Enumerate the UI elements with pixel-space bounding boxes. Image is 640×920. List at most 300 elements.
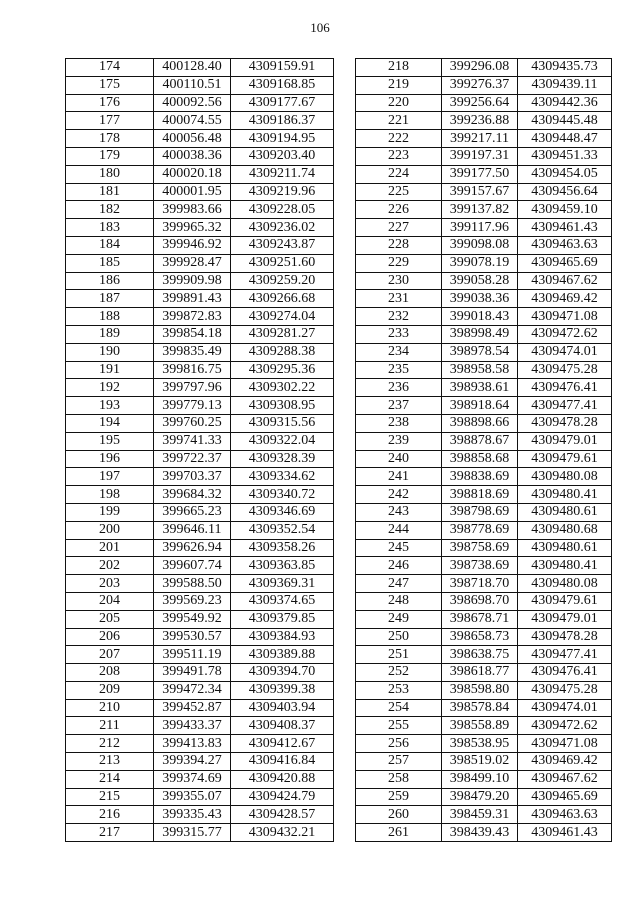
x-coordinate-cell: 398918.64: [442, 397, 518, 415]
y-coordinate-cell: 4309389.88: [231, 646, 334, 664]
table-row: [356, 219, 612, 237]
point-number-cell: 197: [66, 468, 154, 486]
table-row: [66, 735, 334, 753]
x-coordinate-cell: 399549.92: [154, 610, 231, 628]
y-coordinate-cell: 4309471.08: [518, 308, 612, 326]
table-row: [66, 592, 334, 610]
y-coordinate-cell: 4309467.62: [518, 770, 612, 788]
point-number-cell: 211: [66, 717, 154, 735]
y-coordinate-cell: 4309476.41: [518, 379, 612, 397]
y-coordinate-cell: 4309177.67: [231, 94, 334, 112]
x-coordinate-cell: 399018.43: [442, 308, 518, 326]
x-coordinate-cell: 399256.64: [442, 94, 518, 112]
x-coordinate-cell: 399452.87: [154, 699, 231, 717]
x-coordinate-cell: 399835.49: [154, 343, 231, 361]
point-number-cell: 177: [66, 112, 154, 130]
point-number-cell: 213: [66, 753, 154, 771]
table-row: [356, 94, 612, 112]
y-coordinate-cell: 4309334.62: [231, 468, 334, 486]
x-coordinate-cell: 399236.88: [442, 112, 518, 130]
y-coordinate-cell: 4309186.37: [231, 112, 334, 130]
table-row: [66, 788, 334, 806]
x-coordinate-cell: 398778.69: [442, 521, 518, 539]
point-number-cell: 233: [356, 325, 442, 343]
x-coordinate-cell: 399722.37: [154, 450, 231, 468]
point-number-cell: 258: [356, 770, 442, 788]
table-row: [66, 806, 334, 824]
x-coordinate-cell: 399646.11: [154, 521, 231, 539]
table-row: [356, 236, 612, 254]
x-coordinate-cell: 398738.69: [442, 557, 518, 575]
y-coordinate-cell: 4309472.62: [518, 325, 612, 343]
table-row: [66, 290, 334, 308]
x-coordinate-cell: 398958.58: [442, 361, 518, 379]
x-coordinate-cell: 399703.37: [154, 468, 231, 486]
point-number-cell: 200: [66, 521, 154, 539]
x-coordinate-cell: 399217.11: [442, 130, 518, 148]
table-row: [66, 414, 334, 432]
x-coordinate-cell: 398439.43: [442, 824, 518, 842]
y-coordinate-cell: 4309168.85: [231, 76, 334, 94]
x-coordinate-cell: 399117.96: [442, 219, 518, 237]
table-row: [356, 414, 612, 432]
table-row: [356, 325, 612, 343]
x-coordinate-cell: 398519.02: [442, 753, 518, 771]
x-coordinate-cell: 400038.36: [154, 147, 231, 165]
table-row: [66, 219, 334, 237]
x-coordinate-cell: 399296.08: [442, 59, 518, 77]
table-row: [66, 753, 334, 771]
table-row: [356, 628, 612, 646]
x-coordinate-cell: 399098.08: [442, 236, 518, 254]
y-coordinate-cell: 4309474.01: [518, 699, 612, 717]
x-coordinate-cell: 400128.40: [154, 59, 231, 77]
y-coordinate-cell: 4309479.01: [518, 432, 612, 450]
table-row: [356, 379, 612, 397]
point-number-cell: 218: [356, 59, 442, 77]
y-coordinate-cell: 4309281.27: [231, 325, 334, 343]
y-coordinate-cell: 4309451.33: [518, 147, 612, 165]
y-coordinate-cell: 4309211.74: [231, 165, 334, 183]
table-row: [356, 646, 612, 664]
x-coordinate-cell: 398878.67: [442, 432, 518, 450]
point-number-cell: 193: [66, 397, 154, 415]
point-number-cell: 247: [356, 575, 442, 593]
table-row: [66, 664, 334, 682]
point-number-cell: 180: [66, 165, 154, 183]
point-number-cell: 175: [66, 76, 154, 94]
x-coordinate-cell: 399816.75: [154, 361, 231, 379]
x-coordinate-cell: 399078.19: [442, 254, 518, 272]
y-coordinate-cell: 4309266.68: [231, 290, 334, 308]
y-coordinate-cell: 4309315.56: [231, 414, 334, 432]
table-row: [66, 824, 334, 842]
x-coordinate-cell: 399665.23: [154, 503, 231, 521]
point-number-cell: 216: [66, 806, 154, 824]
y-coordinate-cell: 4309219.96: [231, 183, 334, 201]
table-row: [356, 254, 612, 272]
y-coordinate-cell: 4309408.37: [231, 717, 334, 735]
y-coordinate-cell: 4309251.60: [231, 254, 334, 272]
table-row: [356, 788, 612, 806]
point-number-cell: 203: [66, 575, 154, 593]
point-number-cell: 204: [66, 592, 154, 610]
x-coordinate-cell: 399779.13: [154, 397, 231, 415]
y-coordinate-cell: 4309308.95: [231, 397, 334, 415]
y-coordinate-cell: 4309403.94: [231, 699, 334, 717]
table-row: [66, 76, 334, 94]
point-number-cell: 246: [356, 557, 442, 575]
table-row: [66, 575, 334, 593]
coordinates-table-right: [355, 58, 612, 842]
table-row: [66, 539, 334, 557]
x-coordinate-cell: 398618.77: [442, 664, 518, 682]
y-coordinate-cell: 4309465.69: [518, 788, 612, 806]
x-coordinate-cell: 399872.83: [154, 308, 231, 326]
table-row: [356, 183, 612, 201]
x-coordinate-cell: 399983.66: [154, 201, 231, 219]
table-row: [66, 361, 334, 379]
table-row: [356, 664, 612, 682]
x-coordinate-cell: 399530.57: [154, 628, 231, 646]
point-number-cell: 223: [356, 147, 442, 165]
table-row: [356, 130, 612, 148]
x-coordinate-cell: 399157.67: [442, 183, 518, 201]
point-number-cell: 231: [356, 290, 442, 308]
x-coordinate-cell: 398658.73: [442, 628, 518, 646]
point-number-cell: 214: [66, 770, 154, 788]
point-number-cell: 240: [356, 450, 442, 468]
y-coordinate-cell: 4309472.62: [518, 717, 612, 735]
x-coordinate-cell: 399315.77: [154, 824, 231, 842]
x-coordinate-cell: 398499.10: [442, 770, 518, 788]
point-number-cell: 232: [356, 308, 442, 326]
point-number-cell: 182: [66, 201, 154, 219]
point-number-cell: 251: [356, 646, 442, 664]
point-number-cell: 191: [66, 361, 154, 379]
y-coordinate-cell: 4309295.36: [231, 361, 334, 379]
point-number-cell: 192: [66, 379, 154, 397]
x-coordinate-cell: 399177.50: [442, 165, 518, 183]
x-coordinate-cell: 399626.94: [154, 539, 231, 557]
y-coordinate-cell: 4309340.72: [231, 486, 334, 504]
y-coordinate-cell: 4309477.41: [518, 397, 612, 415]
x-coordinate-cell: 399741.33: [154, 432, 231, 450]
y-coordinate-cell: 4309478.28: [518, 628, 612, 646]
point-number-cell: 174: [66, 59, 154, 77]
x-coordinate-cell: 399394.27: [154, 753, 231, 771]
table-row: [356, 165, 612, 183]
y-coordinate-cell: 4309432.21: [231, 824, 334, 842]
point-number-cell: 221: [356, 112, 442, 130]
table-row: [356, 272, 612, 290]
x-coordinate-cell: 399433.37: [154, 717, 231, 735]
y-coordinate-cell: 4309479.01: [518, 610, 612, 628]
y-coordinate-cell: 4309203.40: [231, 147, 334, 165]
table-row: [356, 753, 612, 771]
point-number-cell: 210: [66, 699, 154, 717]
table-row: [66, 183, 334, 201]
point-number-cell: 239: [356, 432, 442, 450]
table-row: [356, 112, 612, 130]
x-coordinate-cell: 399797.96: [154, 379, 231, 397]
x-coordinate-cell: 398818.69: [442, 486, 518, 504]
table-row: [356, 468, 612, 486]
y-coordinate-cell: 4309259.20: [231, 272, 334, 290]
x-coordinate-cell: 399276.37: [442, 76, 518, 94]
point-number-cell: 176: [66, 94, 154, 112]
point-number-cell: 249: [356, 610, 442, 628]
y-coordinate-cell: 4309274.04: [231, 308, 334, 326]
table-row: [356, 806, 612, 824]
point-number-cell: 237: [356, 397, 442, 415]
table-row: [356, 503, 612, 521]
x-coordinate-cell: 399607.74: [154, 557, 231, 575]
x-coordinate-cell: 398798.69: [442, 503, 518, 521]
x-coordinate-cell: 399588.50: [154, 575, 231, 593]
point-number-cell: 198: [66, 486, 154, 504]
x-coordinate-cell: 399928.47: [154, 254, 231, 272]
x-coordinate-cell: 399491.78: [154, 664, 231, 682]
point-number-cell: 244: [356, 521, 442, 539]
x-coordinate-cell: 399946.92: [154, 236, 231, 254]
table-row: [356, 521, 612, 539]
x-coordinate-cell: 398479.20: [442, 788, 518, 806]
table-row: [356, 557, 612, 575]
table-row: [356, 201, 612, 219]
table-row: [356, 486, 612, 504]
point-number-cell: 224: [356, 165, 442, 183]
point-number-cell: 189: [66, 325, 154, 343]
y-coordinate-cell: 4309476.41: [518, 664, 612, 682]
point-number-cell: 261: [356, 824, 442, 842]
table-row: [356, 699, 612, 717]
y-coordinate-cell: 4309194.95: [231, 130, 334, 148]
point-number-cell: 252: [356, 664, 442, 682]
table-row: [66, 486, 334, 504]
y-coordinate-cell: 4309374.65: [231, 592, 334, 610]
x-coordinate-cell: 398998.49: [442, 325, 518, 343]
x-coordinate-cell: 399335.43: [154, 806, 231, 824]
y-coordinate-cell: 4309479.61: [518, 450, 612, 468]
x-coordinate-cell: 399909.98: [154, 272, 231, 290]
y-coordinate-cell: 4309477.41: [518, 646, 612, 664]
table-row: [66, 770, 334, 788]
table-row: [356, 308, 612, 326]
y-coordinate-cell: 4309480.68: [518, 521, 612, 539]
point-number-cell: 196: [66, 450, 154, 468]
y-coordinate-cell: 4309463.63: [518, 236, 612, 254]
y-coordinate-cell: 4309463.63: [518, 806, 612, 824]
y-coordinate-cell: 4309474.01: [518, 343, 612, 361]
point-number-cell: 208: [66, 664, 154, 682]
y-coordinate-cell: 4309461.43: [518, 219, 612, 237]
y-coordinate-cell: 4309465.69: [518, 254, 612, 272]
table-row: [356, 147, 612, 165]
x-coordinate-cell: 399038.36: [442, 290, 518, 308]
point-number-cell: 185: [66, 254, 154, 272]
point-number-cell: 229: [356, 254, 442, 272]
table-row: [66, 236, 334, 254]
y-coordinate-cell: 4309363.85: [231, 557, 334, 575]
point-number-cell: 181: [66, 183, 154, 201]
table-row: [66, 130, 334, 148]
point-number-cell: 219: [356, 76, 442, 94]
table-body: [356, 59, 612, 842]
x-coordinate-cell: 398638.75: [442, 646, 518, 664]
x-coordinate-cell: 398558.89: [442, 717, 518, 735]
x-coordinate-cell: 398978.54: [442, 343, 518, 361]
x-coordinate-cell: 400001.95: [154, 183, 231, 201]
table-row: [356, 717, 612, 735]
y-coordinate-cell: 4309328.39: [231, 450, 334, 468]
y-coordinate-cell: 4309428.57: [231, 806, 334, 824]
table-row: [66, 432, 334, 450]
table-row: [66, 699, 334, 717]
x-coordinate-cell: 399854.18: [154, 325, 231, 343]
y-coordinate-cell: 4309478.28: [518, 414, 612, 432]
point-number-cell: 178: [66, 130, 154, 148]
table-body: [66, 59, 334, 842]
table-row: [66, 610, 334, 628]
y-coordinate-cell: 4309467.62: [518, 272, 612, 290]
point-number-cell: 190: [66, 343, 154, 361]
point-number-cell: 212: [66, 735, 154, 753]
table-row: [356, 735, 612, 753]
table-row: [356, 681, 612, 699]
point-number-cell: 243: [356, 503, 442, 521]
point-number-cell: 245: [356, 539, 442, 557]
table-row: [66, 450, 334, 468]
point-number-cell: 250: [356, 628, 442, 646]
table-row: [356, 824, 612, 842]
y-coordinate-cell: 4309459.10: [518, 201, 612, 219]
y-coordinate-cell: 4309454.05: [518, 165, 612, 183]
y-coordinate-cell: 4309480.61: [518, 539, 612, 557]
table-row: [356, 450, 612, 468]
point-number-cell: 205: [66, 610, 154, 628]
y-coordinate-cell: 4309399.38: [231, 681, 334, 699]
x-coordinate-cell: 399511.19: [154, 646, 231, 664]
point-number-cell: 195: [66, 432, 154, 450]
table-row: [66, 325, 334, 343]
x-coordinate-cell: 399058.28: [442, 272, 518, 290]
table-row: [356, 592, 612, 610]
point-number-cell: 260: [356, 806, 442, 824]
table-row: [356, 361, 612, 379]
table-row: [66, 165, 334, 183]
x-coordinate-cell: 398898.66: [442, 414, 518, 432]
table-row: [356, 397, 612, 415]
x-coordinate-cell: 398858.68: [442, 450, 518, 468]
y-coordinate-cell: 4309302.22: [231, 379, 334, 397]
point-number-cell: 226: [356, 201, 442, 219]
point-number-cell: 256: [356, 735, 442, 753]
y-coordinate-cell: 4309480.08: [518, 468, 612, 486]
x-coordinate-cell: 398678.71: [442, 610, 518, 628]
point-number-cell: 257: [356, 753, 442, 771]
table-row: [66, 628, 334, 646]
x-coordinate-cell: 398718.70: [442, 575, 518, 593]
point-number-cell: 234: [356, 343, 442, 361]
y-coordinate-cell: 4309480.08: [518, 575, 612, 593]
y-coordinate-cell: 4309480.41: [518, 557, 612, 575]
table-row: [66, 557, 334, 575]
y-coordinate-cell: 4309445.48: [518, 112, 612, 130]
table-row: [66, 59, 334, 77]
point-number-cell: 207: [66, 646, 154, 664]
point-number-cell: 225: [356, 183, 442, 201]
y-coordinate-cell: 4309159.91: [231, 59, 334, 77]
table-row: [356, 575, 612, 593]
y-coordinate-cell: 4309346.69: [231, 503, 334, 521]
y-coordinate-cell: 4309456.64: [518, 183, 612, 201]
y-coordinate-cell: 4309358.26: [231, 539, 334, 557]
y-coordinate-cell: 4309384.93: [231, 628, 334, 646]
table-row: [356, 770, 612, 788]
y-coordinate-cell: 4309322.04: [231, 432, 334, 450]
table-row: [66, 112, 334, 130]
table-row: [66, 503, 334, 521]
x-coordinate-cell: 398578.84: [442, 699, 518, 717]
x-coordinate-cell: 400020.18: [154, 165, 231, 183]
page-number: 106: [310, 20, 330, 35]
x-coordinate-cell: 398698.70: [442, 592, 518, 610]
point-number-cell: 238: [356, 414, 442, 432]
x-coordinate-cell: 400110.51: [154, 76, 231, 94]
point-number-cell: 184: [66, 236, 154, 254]
y-coordinate-cell: 4309420.88: [231, 770, 334, 788]
y-coordinate-cell: 4309471.08: [518, 735, 612, 753]
point-number-cell: 209: [66, 681, 154, 699]
y-coordinate-cell: 4309379.85: [231, 610, 334, 628]
point-number-cell: 183: [66, 219, 154, 237]
x-coordinate-cell: 399355.07: [154, 788, 231, 806]
y-coordinate-cell: 4309412.67: [231, 735, 334, 753]
point-number-cell: 259: [356, 788, 442, 806]
x-coordinate-cell: 399374.69: [154, 770, 231, 788]
table-row: [356, 76, 612, 94]
table-row: [66, 681, 334, 699]
x-coordinate-cell: 399472.34: [154, 681, 231, 699]
table-row: [66, 94, 334, 112]
table-row: [356, 539, 612, 557]
y-coordinate-cell: 4309439.11: [518, 76, 612, 94]
y-coordinate-cell: 4309243.87: [231, 236, 334, 254]
point-number-cell: 254: [356, 699, 442, 717]
table-row: [356, 290, 612, 308]
table-row: [66, 147, 334, 165]
point-number-cell: 215: [66, 788, 154, 806]
x-coordinate-cell: 399197.31: [442, 147, 518, 165]
point-number-cell: 220: [356, 94, 442, 112]
y-coordinate-cell: 4309424.79: [231, 788, 334, 806]
table-row: [66, 343, 334, 361]
y-coordinate-cell: 4309475.28: [518, 361, 612, 379]
point-number-cell: 228: [356, 236, 442, 254]
x-coordinate-cell: 399684.32: [154, 486, 231, 504]
table-row: [66, 397, 334, 415]
x-coordinate-cell: 399569.23: [154, 592, 231, 610]
point-number-cell: 186: [66, 272, 154, 290]
point-number-cell: 241: [356, 468, 442, 486]
y-coordinate-cell: 4309448.47: [518, 130, 612, 148]
table-row: [356, 59, 612, 77]
point-number-cell: 179: [66, 147, 154, 165]
x-coordinate-cell: 400056.48: [154, 130, 231, 148]
point-number-cell: 235: [356, 361, 442, 379]
point-number-cell: 194: [66, 414, 154, 432]
